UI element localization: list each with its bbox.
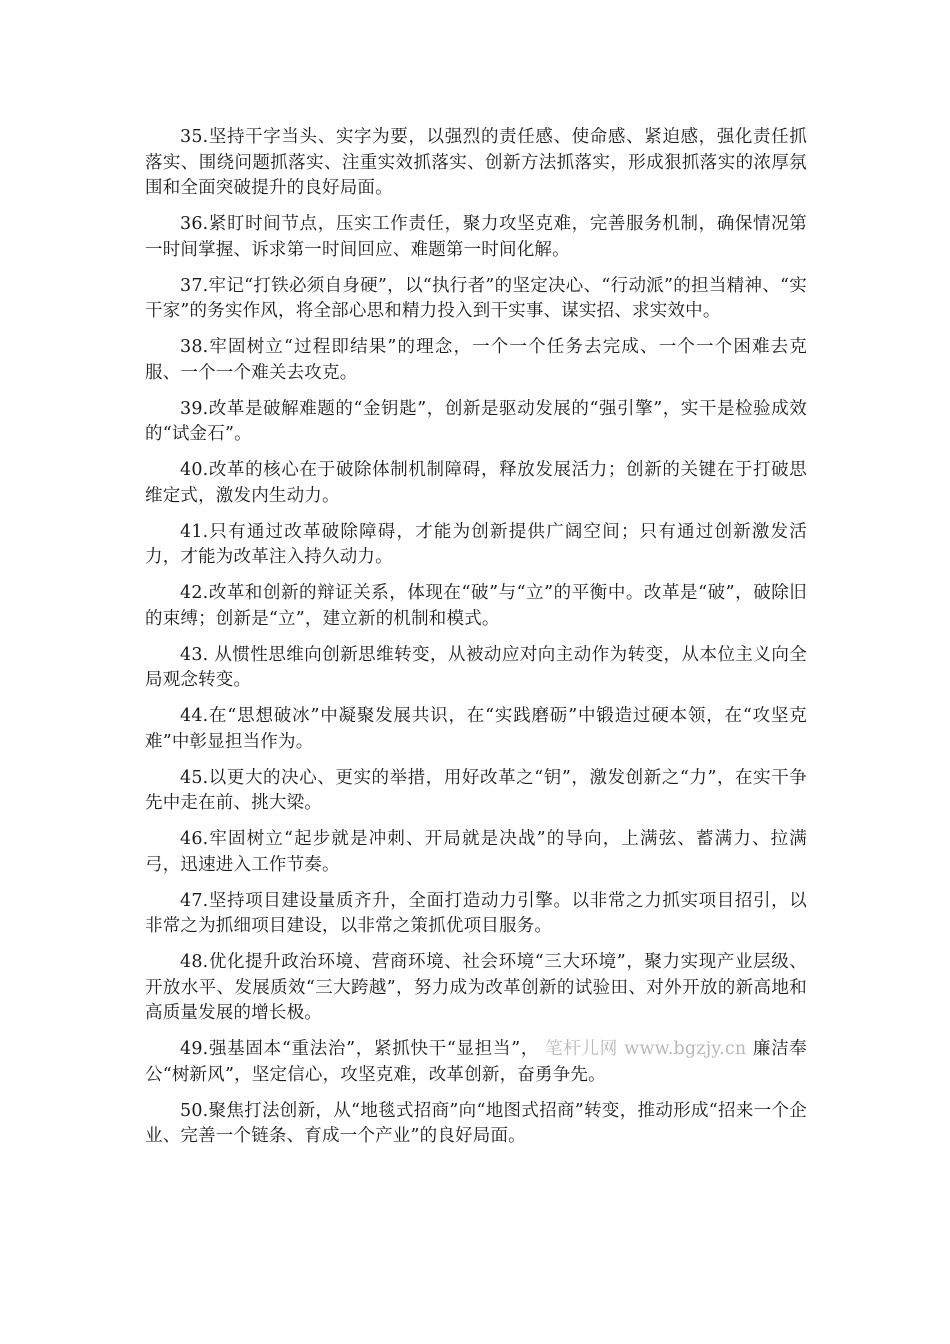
paragraph-40: 40.改革的核心在于破除体制机制障碍，释放发展活力；创新的关键在于打破思维定式，激发内生动力。 bbox=[145, 460, 807, 506]
paragraph-50: 50.聚焦打法创新，从“地毯式招商”向“地图式招商”转变，推动形成“招来一个企业、完善一个链条、育成一个产业”的良好局面。 bbox=[145, 1100, 807, 1146]
paragraph-48: 48.优化提升政治环境、营商环境、社会环境“三大环境”，聚力实现产业层级、开放水平、发展质效“三大跨越”，努力成为改革创新的试验田、对外开放的新高地和高质量发展的增长极。 bbox=[145, 952, 807, 1023]
paragraph-45: 45.以更大的决心、更实的举措，用好改革之“钥”，激发创新之“力”，在实干争先中走在前、挑大梁。 bbox=[145, 767, 807, 813]
paragraph-37: 37.牢记“打铁必须自身硬”，以“执行者”的坚定决心、“行动派”的担当精神、“实干家”的务实作风，将全部心思和精力投入到干实事、谋实招、求实效中。 bbox=[145, 275, 807, 321]
paragraph-39: 39.改革是破解难题的“金钥匙”，创新是驱动发展的“强引擎”，实干是检验成效的“试金石”。 bbox=[145, 398, 807, 444]
paragraph-43: 43. 从惯性思维向创新思维转变，从被动应对向主动作为转变，从本位主义向全局观念转变。 bbox=[145, 644, 807, 690]
watermark: 笔杆儿网 www.bgzjy.cn bbox=[545, 1039, 747, 1059]
paragraph-47: 47.坚持项目建设量质齐升，全面打造动力引擎。以非常之力抓实项目招引，以非常之为抓细项目建设，以非常之策抓优项目服务。 bbox=[145, 890, 807, 936]
document-body bbox=[145, 125, 807, 1160]
paragraph-44: 44.在“思想破冰”中凝聚发展共识，在“实践磨砺”中锻造过硬本领，在“攻坚克难”中彰显担当作为。 bbox=[145, 706, 807, 752]
paragraph-35: 35.坚持干字当头、实字为要，以强烈的责任感、使命感、紧迫感，强化责任抓落实、围绕问题抓落实、注重实效抓落实、创新方法抓落实，形成狠抓落实的浓厚氛围和全面突破提升的良好局面。 bbox=[145, 127, 807, 198]
paragraph-49-text-start: 49.强基固本“重法治”，紧抓快干“显担当”， bbox=[180, 1039, 540, 1059]
paragraph-46: 46.牢固树立“起步就是冲刺、开局就是决战”的导向，上满弦、蓄满力、拉满弓，迅速进入工作节奏。 bbox=[145, 829, 807, 875]
paragraph-36: 36.紧盯时间节点，压实工作责任，聚力攻坚克难，完善服务机制，确保情况第一时间掌握、诉求第一时间回应、难题第一时间化解。 bbox=[145, 214, 807, 260]
paragraph-42: 42.改革和创新的辩证关系，体现在“破”与“立”的平衡中。改革是“破”，破除旧的束缚；创新是“立”，建立新的机制和模式。 bbox=[145, 583, 807, 629]
paragraph-41: 41.只有通过改革破除障碍，才能为创新提供广阔空间；只有通过创新激发活力，才能为改革注入持久动力。 bbox=[145, 521, 807, 567]
paragraph-49-text-end: 廉洁奉公“树新风”，坚定信心，攻坚克难，改革创新，奋勇争先。 bbox=[145, 1039, 807, 1085]
paragraph-49 bbox=[145, 1037, 807, 1088]
paragraph-38: 38.牢固树立“过程即结果”的理念，一个一个任务去完成、一个一个困难去克服、一个一个难关去攻克。 bbox=[145, 337, 807, 383]
